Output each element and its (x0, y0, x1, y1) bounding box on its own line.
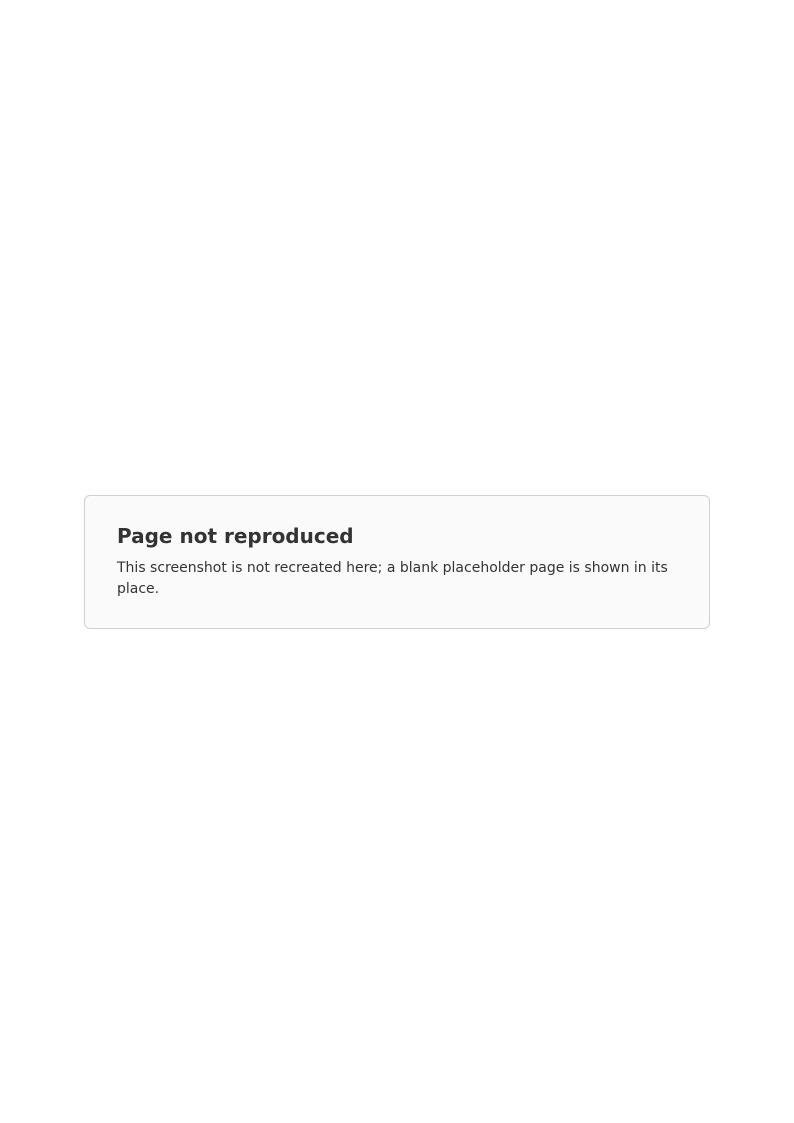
placeholder-box (84, 495, 710, 629)
placeholder-message: This screenshot is not recreated here; a blank placeholder page is shown in its place. (117, 559, 668, 597)
placeholder-heading: Page not reproduced (117, 523, 354, 548)
